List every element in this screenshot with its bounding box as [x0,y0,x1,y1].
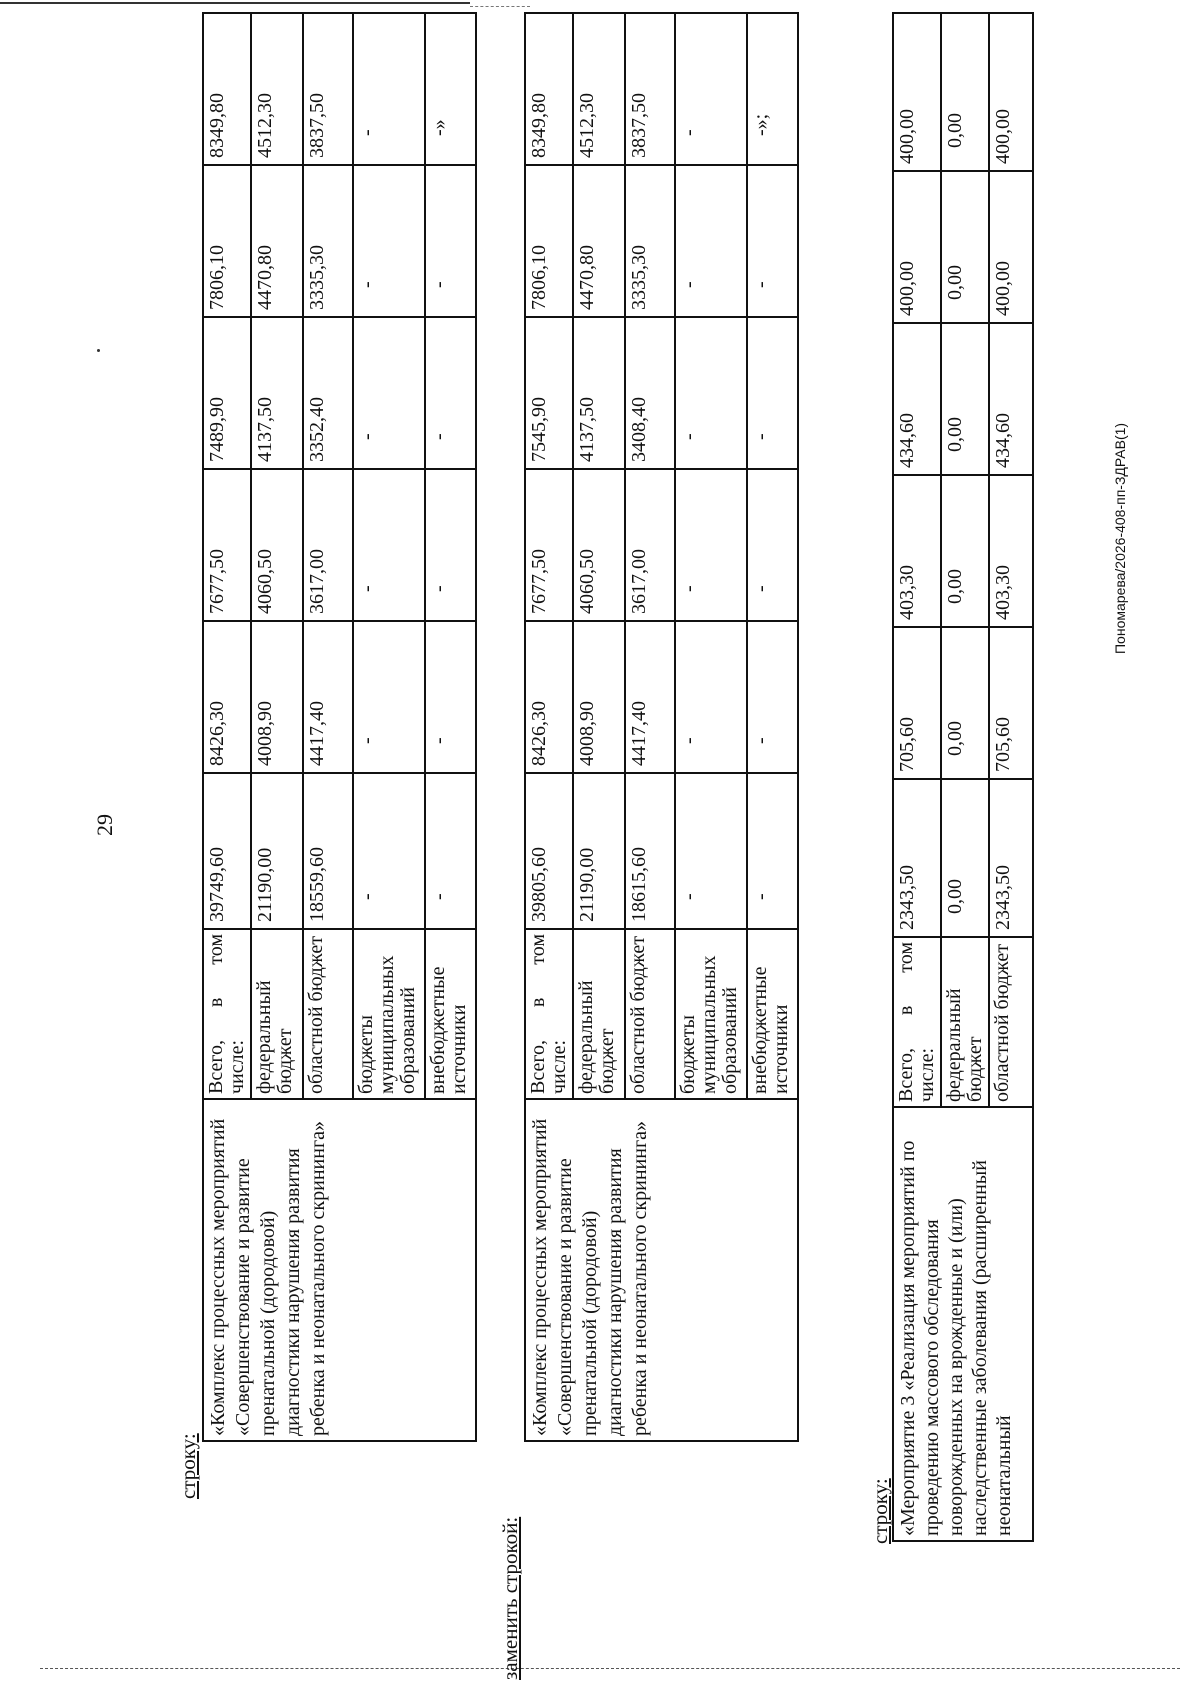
source-regional: областной бюджет [625,929,675,1099]
cell-federal: 0,00 [941,779,989,937]
cell-federal: 0,00 [941,475,989,627]
cell-municipal: - [353,621,425,773]
cell-federal: 21190,00 [573,773,625,929]
source-total: Всего, в том числе: [893,937,941,1107]
cell-total: 8349,80 [525,13,573,165]
cell-total: 39805,60 [525,773,573,929]
cell-offbudget: - [425,469,476,621]
page-number: 29 [92,814,117,836]
cell-municipal: - [675,773,747,929]
table-row [893,13,941,1541]
caption-replace: заменить строкой: [498,1516,522,1680]
cell-total: 7545,90 [525,317,573,469]
row-title: «Комплекс процессных мероприятий «Совершенствование и развитие пренатальной (дородовой) диагностики нарушения развития ребенка и неонатального скрининга» [203,1099,476,1441]
cell-municipal: - [675,13,747,165]
cell-total: 400,00 [893,13,941,171]
cell-federal: 4470,80 [573,165,625,317]
cell-offbudget: - [747,621,798,773]
table-row [525,13,573,1441]
source-federal: федеральный бюджет [573,929,625,1099]
cell-federal: 0,00 [941,171,989,323]
caption-row-measure3: строку: [868,1478,892,1544]
cell-regional: 3352,40 [303,317,353,469]
source-federal: федеральный бюджет [251,929,303,1099]
table-row [203,13,251,1441]
cell-offbudget: - [425,621,476,773]
cell-total: 2343,50 [893,779,941,937]
cell-municipal: - [353,13,425,165]
cell-federal: 4137,50 [573,317,625,469]
cell-municipal: - [353,773,425,929]
cell-total: 7489,90 [203,317,251,469]
source-total: Всего, в том числе: [203,929,251,1099]
cell-regional: 3335,30 [303,165,353,317]
cell-total: 7806,10 [525,165,573,317]
source-federal: федеральный бюджет [941,937,989,1107]
cell-municipal: - [353,165,425,317]
table-original [202,12,477,1442]
source-municipal: бюджеты муниципальных образований [675,929,747,1099]
cell-total: 434,60 [893,323,941,475]
cell-total: 400,00 [893,171,941,323]
cell-regional: 2343,50 [989,779,1033,937]
cell-regional: 3617,00 [303,469,353,621]
cell-federal: 4512,30 [251,13,303,165]
row-title-measure3: «Мероприятие 3 «Реализация мероприятий по проведению массового обследования новорожденных на врожденные и (или) наследственные заболевания (расширенный неонатальный [893,1107,1033,1541]
source-total: Всего, в том числе: [525,929,573,1099]
cell-regional: 705,60 [989,627,1033,779]
cell-regional: 400,00 [989,13,1033,171]
cell-offbudget: -» [425,13,476,165]
cell-offbudget: - [747,165,798,317]
cell-total: 403,30 [893,475,941,627]
cell-regional: 3837,50 [303,13,353,165]
cell-federal: 0,00 [941,13,989,171]
cell-federal: 4060,50 [251,469,303,621]
cell-total: 8349,80 [203,13,251,165]
cell-regional: 18559,60 [303,773,353,929]
row-title: «Комплекс процессных мероприятий «Совершенствование и развитие пренатальной (дородовой) диагностики нарушения развития ребенка и неонатального скрининга» [525,1099,798,1441]
cell-total: 7677,50 [525,469,573,621]
cell-offbudget: - [425,773,476,929]
source-offbudget: внебюджетные источники [747,929,798,1099]
cell-regional: 3335,30 [625,165,675,317]
cell-regional: 400,00 [989,171,1033,323]
table-measure-3 [892,12,1034,1542]
cell-municipal: - [353,469,425,621]
cell-total: 8426,30 [525,621,573,773]
caption-row: строку: [176,1433,200,1499]
cell-municipal: - [675,469,747,621]
cell-federal: 0,00 [941,323,989,475]
source-regional: областной бюджет [989,937,1033,1107]
cell-municipal: - [675,621,747,773]
cell-total: 705,60 [893,627,941,779]
cell-offbudget: - [425,317,476,469]
cell-regional: 18615,60 [625,773,675,929]
cell-offbudget: - [747,773,798,929]
cell-regional: 4417,40 [303,621,353,773]
cell-total: 39749,60 [203,773,251,929]
cell-municipal: - [675,165,747,317]
cell-offbudget: - [747,317,798,469]
cell-municipal: - [353,317,425,469]
cell-regional: 3837,50 [625,13,675,165]
cell-federal: 4008,90 [251,621,303,773]
cell-regional: 403,30 [989,475,1033,627]
footer-document-code: Пономарева/2026-408-пп-ЗДРАВ(1) [1112,422,1128,654]
cell-regional: 434,60 [989,323,1033,475]
cell-federal: 4008,90 [573,621,625,773]
cell-regional: 3617,00 [625,469,675,621]
cell-offbudget: - [747,469,798,621]
source-municipal: бюджеты муниципальных образований [353,929,425,1099]
cell-regional: 3408,40 [625,317,675,469]
cell-federal: 4137,50 [251,317,303,469]
cell-federal: 4470,80 [251,165,303,317]
table-replacement [524,12,799,1442]
cell-total: 8426,30 [203,621,251,773]
cell-federal: 4512,30 [573,13,625,165]
cell-municipal: - [675,317,747,469]
cell-total: 7806,10 [203,165,251,317]
source-regional: областной бюджет [303,929,353,1099]
cell-offbudget: - [425,165,476,317]
cell-offbudget: -»; [747,13,798,165]
cell-regional: 4417,40 [625,621,675,773]
cell-federal: 4060,50 [573,469,625,621]
cell-federal: 21190,00 [251,773,303,929]
cell-total: 7677,50 [203,469,251,621]
cell-federal: 0,00 [941,627,989,779]
source-offbudget: внебюджетные источники [425,929,476,1099]
